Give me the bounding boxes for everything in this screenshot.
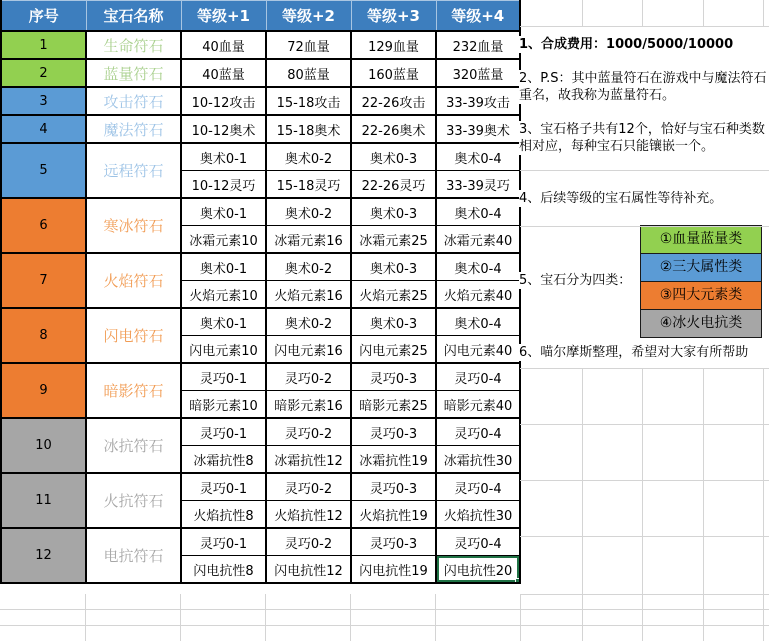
value-cell[interactable]: 33-39攻击 — [436, 87, 520, 115]
value-cell[interactable]: 22-26奥术 — [351, 115, 436, 143]
value-cell[interactable]: 奥术0-2 — [266, 198, 351, 226]
gridline — [520, 226, 769, 227]
value-cell[interactable]: 灵巧0-3 — [351, 363, 436, 391]
value-cell[interactable]: 奥术0-4 — [436, 143, 520, 171]
gridline — [642, 0, 643, 26]
seq-cell[interactable]: 11 — [1, 473, 86, 528]
value-cell[interactable]: 129血量 — [351, 31, 436, 59]
value-cell[interactable]: 奥术0-4 — [436, 308, 520, 336]
value-cell[interactable]: 冰霜抗性8 — [181, 446, 266, 474]
value-cell[interactable]: 奥术0-3 — [351, 253, 436, 281]
header-cell[interactable]: 等级+1 — [181, 1, 266, 32]
value-cell[interactable]: 72血量 — [266, 31, 351, 59]
seq-cell[interactable]: 12 — [1, 528, 86, 583]
value-cell[interactable]: 冰霜抗性19 — [351, 446, 436, 474]
value-cell[interactable]: 闪电元素25 — [351, 336, 436, 364]
seq-cell[interactable]: 4 — [1, 115, 86, 143]
gridline — [350, 594, 351, 641]
fill-handle[interactable] — [515, 578, 520, 583]
value-cell[interactable]: 灵巧0-2 — [266, 363, 351, 391]
header-cell[interactable]: 等级+2 — [266, 1, 351, 32]
value-cell[interactable]: 灵巧0-3 — [351, 473, 436, 501]
value-cell[interactable]: 闪电抗性8 — [181, 556, 266, 584]
seq-cell[interactable]: 6 — [1, 198, 86, 253]
gem-category-legend — [640, 225, 762, 338]
value-cell[interactable]: 10-12攻击 — [181, 87, 266, 115]
value-cell[interactable]: 奥术0-1 — [181, 308, 266, 336]
legend-item-1[interactable]: ①血量蓝量类 — [641, 226, 761, 253]
header-cell[interactable]: 等级+4 — [436, 1, 520, 32]
gem-name-cell[interactable]: 魔法符石 — [86, 115, 181, 143]
value-cell[interactable]: 冰霜元素25 — [351, 226, 436, 254]
value-cell[interactable]: 冰霜元素10 — [181, 226, 266, 254]
value-cell[interactable]: 闪电元素16 — [266, 336, 351, 364]
gem-name-cell[interactable]: 冰抗符石 — [86, 418, 181, 473]
value-cell[interactable]: 灵巧0-2 — [266, 528, 351, 556]
value-cell[interactable]: 灵巧0-1 — [181, 473, 266, 501]
value-cell[interactable]: 火焰元素25 — [351, 281, 436, 309]
gridline — [520, 594, 521, 641]
value-cell[interactable]: 冰霜元素40 — [436, 226, 520, 254]
value-cell[interactable]: 火焰元素10 — [181, 281, 266, 309]
gridline — [763, 0, 764, 26]
value-cell[interactable]: 160蓝量 — [351, 59, 436, 87]
gridline — [582, 368, 583, 641]
note-5[interactable]: 5、宝石分为四类： — [519, 272, 639, 289]
gridline — [520, 170, 769, 171]
value-cell[interactable]: 冰霜抗性12 — [266, 446, 351, 474]
value-cell[interactable]: 奥术0-2 — [266, 308, 351, 336]
gridline — [0, 625, 769, 626]
value-cell[interactable]: 灵巧0-2 — [266, 418, 351, 446]
note-4[interactable]: 4、后续等级的宝石属性等待补充。 — [519, 190, 768, 207]
value-cell[interactable]: 奥术0-1 — [181, 253, 266, 281]
value-cell[interactable]: 暗影元素25 — [351, 391, 436, 419]
value-cell[interactable]: 奥术0-1 — [181, 143, 266, 171]
legend-item-3[interactable]: ③四大元素类 — [641, 281, 761, 309]
value-cell[interactable]: 奥术0-3 — [351, 198, 436, 226]
gridline — [520, 424, 769, 425]
value-cell[interactable]: 灵巧0-1 — [181, 418, 266, 446]
value-cell[interactable]: 灵巧0-1 — [181, 528, 266, 556]
seq-cell[interactable]: 8 — [1, 308, 86, 363]
gridline — [435, 594, 436, 641]
value-cell[interactable]: 奥术0-2 — [266, 143, 351, 171]
value-cell[interactable]: 冰霜元素16 — [266, 226, 351, 254]
gridline — [180, 594, 181, 641]
gem-name-cell[interactable]: 远程符石 — [86, 143, 181, 198]
header-cell[interactable]: 宝石名称 — [86, 1, 181, 32]
value-cell[interactable]: 灵巧0-1 — [181, 363, 266, 391]
gridline — [265, 594, 266, 641]
seq-cell[interactable]: 10 — [1, 418, 86, 473]
gridline — [520, 26, 769, 27]
value-cell[interactable]: 火焰元素16 — [266, 281, 351, 309]
value-cell[interactable]: 22-26攻击 — [351, 87, 436, 115]
value-cell[interactable]: 奥术0-4 — [436, 198, 520, 226]
value-cell[interactable]: 10-12灵巧 — [181, 171, 266, 199]
gem-name-cell[interactable]: 火焰符石 — [86, 253, 181, 308]
value-cell[interactable]: 22-26灵巧 — [351, 171, 436, 199]
value-cell[interactable]: 15-18奥术 — [266, 115, 351, 143]
note-1[interactable]: 1、合成费用：1000/5000/10000 — [519, 36, 768, 53]
gridline — [85, 594, 86, 641]
value-cell[interactable]: 33-39奥术 — [436, 115, 520, 143]
value-cell[interactable]: 暗影元素40 — [436, 391, 520, 419]
value-cell[interactable]: 奥术0-4 — [436, 253, 520, 281]
value-cell[interactable]: 40蓝量 — [181, 59, 266, 87]
seq-cell[interactable]: 3 — [1, 87, 86, 115]
gridline — [642, 368, 643, 641]
header-cell[interactable]: 等级+3 — [351, 1, 436, 32]
legend-item-2[interactable]: ②三大属性类 — [641, 253, 761, 281]
gem-name-cell[interactable]: 攻击符石 — [86, 87, 181, 115]
selected-cell[interactable]: 闪电抗性20 — [436, 556, 520, 584]
seq-cell[interactable]: 7 — [1, 253, 86, 308]
value-cell[interactable]: 奥术0-3 — [351, 143, 436, 171]
value-cell[interactable]: 灵巧0-2 — [266, 473, 351, 501]
value-cell[interactable]: 奥术0-1 — [181, 198, 266, 226]
gem-name-cell[interactable]: 火抗符石 — [86, 473, 181, 528]
value-cell[interactable]: 暗影元素16 — [266, 391, 351, 419]
gem-name-cell[interactable]: 寒冰符石 — [86, 198, 181, 253]
value-cell[interactable]: 闪电元素40 — [436, 336, 520, 364]
value-cell[interactable]: 232血量 — [436, 31, 520, 59]
legend-item-4[interactable]: ④冰火电抗类 — [641, 309, 761, 337]
value-cell[interactable]: 闪电元素10 — [181, 336, 266, 364]
value-cell[interactable]: 闪电抗性12 — [266, 556, 351, 584]
value-cell[interactable]: 15-18攻击 — [266, 87, 351, 115]
gem-table-header — [1, 1, 520, 32]
gridline — [520, 536, 769, 537]
gem-name-cell[interactable]: 暗影符石 — [86, 363, 181, 418]
value-cell[interactable]: 冰霜抗性30 — [436, 446, 520, 474]
gridline — [520, 480, 769, 481]
value-cell[interactable]: 灵巧0-4 — [436, 528, 520, 556]
gem-name-cell[interactable]: 电抗符石 — [86, 528, 181, 583]
value-cell[interactable]: 320蓝量 — [436, 59, 520, 87]
value-cell[interactable]: 80蓝量 — [266, 59, 351, 87]
note-2[interactable]: 2、P.S：其中蓝量符石在游戏中与魔法符石重名，故我称为蓝量符石。 — [519, 71, 767, 103]
note-3[interactable]: 3、宝石格子共有12个，恰好与宝石种类数相对应，每种宝石只能镶嵌一个。 — [519, 121, 768, 155]
value-cell[interactable]: 火焰抗性19 — [351, 501, 436, 529]
value-cell[interactable]: 火焰抗性30 — [436, 501, 520, 529]
gem-name-cell[interactable]: 蓝量符石 — [86, 59, 181, 87]
value-cell[interactable]: 火焰抗性8 — [181, 501, 266, 529]
value-cell[interactable]: 灵巧0-4 — [436, 473, 520, 501]
header-cell[interactable]: 序号 — [1, 1, 86, 32]
value-cell[interactable]: 33-39灵巧 — [436, 171, 520, 199]
gridline — [582, 0, 583, 26]
seq-cell[interactable]: 2 — [1, 59, 86, 87]
value-cell[interactable]: 火焰元素40 — [436, 281, 520, 309]
value-cell[interactable]: 15-18灵巧 — [266, 171, 351, 199]
seq-cell[interactable]: 1 — [1, 31, 86, 59]
value-cell[interactable]: 灵巧0-4 — [436, 363, 520, 391]
gridline — [520, 368, 769, 369]
value-cell[interactable]: 火焰抗性12 — [266, 501, 351, 529]
gridline — [703, 0, 704, 26]
value-cell[interactable]: 暗影元素10 — [181, 391, 266, 419]
value-cell[interactable]: 灵巧0-3 — [351, 418, 436, 446]
seq-cell[interactable]: 5 — [1, 143, 86, 198]
note-6[interactable]: 6、喵尔摩斯整理，希望对大家有所帮助 — [519, 344, 768, 361]
value-cell[interactable]: 闪电抗性19 — [351, 556, 436, 584]
gem-name-cell[interactable]: 闪电符石 — [86, 308, 181, 363]
value-cell[interactable]: 10-12奥术 — [181, 115, 266, 143]
value-cell[interactable]: 灵巧0-4 — [436, 418, 520, 446]
seq-cell[interactable]: 9 — [1, 363, 86, 418]
gridline — [520, 594, 769, 595]
value-cell[interactable]: 奥术0-3 — [351, 308, 436, 336]
gem-name-cell[interactable]: 生命符石 — [86, 31, 181, 59]
gridline — [763, 368, 764, 641]
gridline — [0, 609, 769, 610]
value-cell[interactable]: 奥术0-2 — [266, 253, 351, 281]
value-cell[interactable]: 40血量 — [181, 31, 266, 59]
value-cell[interactable]: 灵巧0-3 — [351, 528, 436, 556]
gridline — [703, 368, 704, 641]
